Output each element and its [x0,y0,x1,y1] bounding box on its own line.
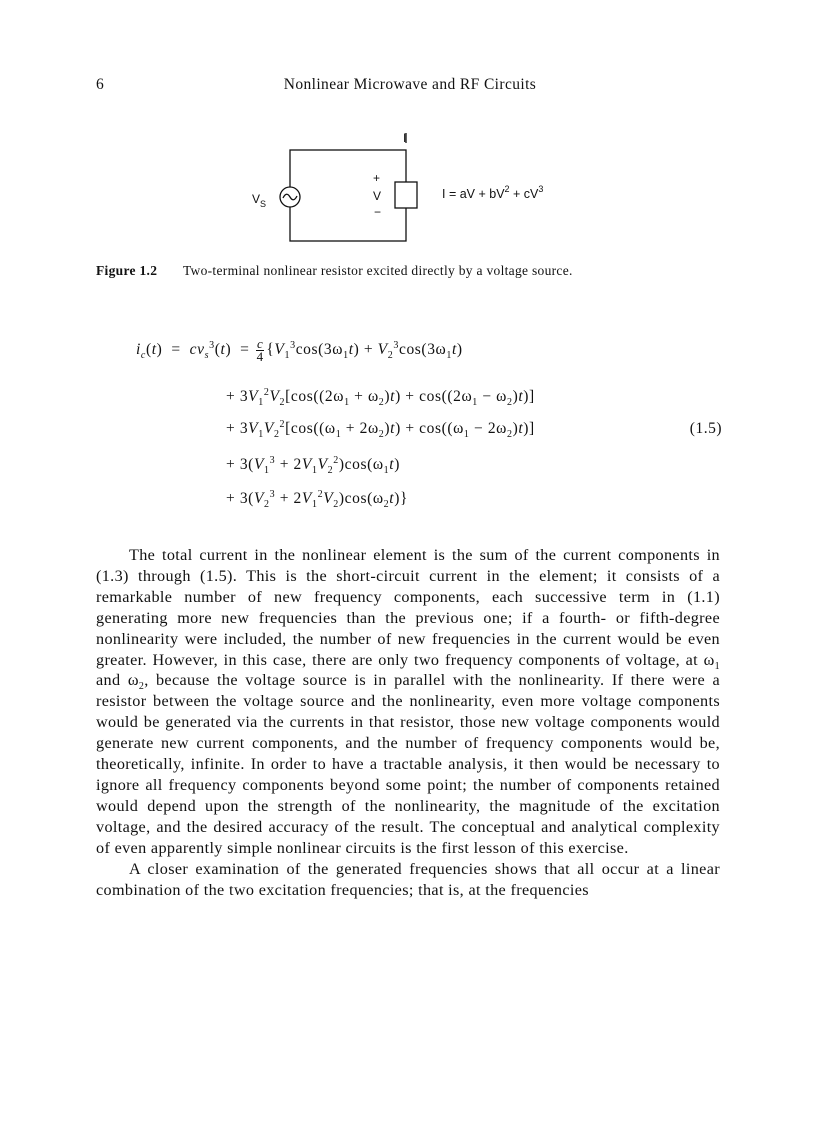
circuit-diagram [240,128,600,248]
equation-line-5: + $3(V_2^3 + 2V_1^2V_2)\cos(\omega_2t)$} [226,488,409,511]
caption-number: Figure 1.2 [96,263,158,278]
plus-label: + [373,171,381,185]
fraction: $\frac{c}{4}$ [256,336,264,364]
minus-label: − [374,205,382,219]
nonlinear-element [395,182,417,208]
source-label: $V_S$ [252,192,267,209]
current-label: I [403,131,407,145]
page-header [0,76,816,100]
circuit-loop [290,150,406,241]
paragraph-1: The total current in the nonlinear element is the sum of the current components in (1.3) through (1.5). This is the short-circuit current in the element; it consists of a remarkable number of new frequency components, each successive term in (1.1) generating more new frequencies than the previous one; if a fourth- or fifth-degree nonlinearity were included, the number of new frequencies in the current would be even greater. However, in this case, there are only two frequency components of voltage, at $\omega_1$ and $\omega_2$, because the voltage source is in parallel with the nonlinearity. If there were a resistor between the voltage source and the nonlinearity, even more voltage components would be generated via the currents in that resistor, those new voltage components would generate new current components, and the number of frequency components would be, theoretically, infinite. In order to have a tractable analysis, it then would be necessary to ignore all frequency components beyond some point; the number of components retained would depend upon the strength of the nonlinearity, the magnitude of the excitation voltage, and the desired accuracy of the result. The conceptual and analytical complexity of even apparently simple nonlinear circuits is the first lesson of this exercise. [96,546,720,857]
paragraph-2: A closer examination of the generated frequencies shows that all occur at a linear combination of the two excitation frequencies; that is, at the frequencies [96,859,720,899]
page-number: 6 [96,76,105,93]
equation-line-3: + $3V_1V_2^2[\cos((\omega_1 + 2\omega_2)t) + \cos((\omega_1 - 2\omega_2)t)]$ [226,418,535,441]
voltage-label: V [373,189,382,203]
relation-label: I = aV + $bV^2 + cV^3$ [442,184,544,201]
equation-number: (1.5) [689,420,722,437]
body-text [96,545,720,900]
equation-1-5 [136,338,726,528]
equation-line-4: + $3(V_1^3 + 2V_1V_2^2)\cos(\omega_1t)$ [226,454,400,477]
equation-line-1: $i_c(t) = cv_s^3(t)$ = $\frac{c}{4}$ {$V_1^3\cos(3\omega_1t) + V_2^3\cos(3\omega_1t)$ [136,336,463,364]
caption-text: Two-terminal nonlinear resistor excited directly by a voltage source. [182,263,573,278]
equation-line-2: + $3V_1^2V_2[\cos((2\omega_1 + \omega_2)t) + \cos((2\omega_1 - \omega_2)t)]$ [226,386,535,409]
running-title: Nonlinear Microwave and RF Circuits [283,76,537,93]
figure-caption [96,263,573,279]
